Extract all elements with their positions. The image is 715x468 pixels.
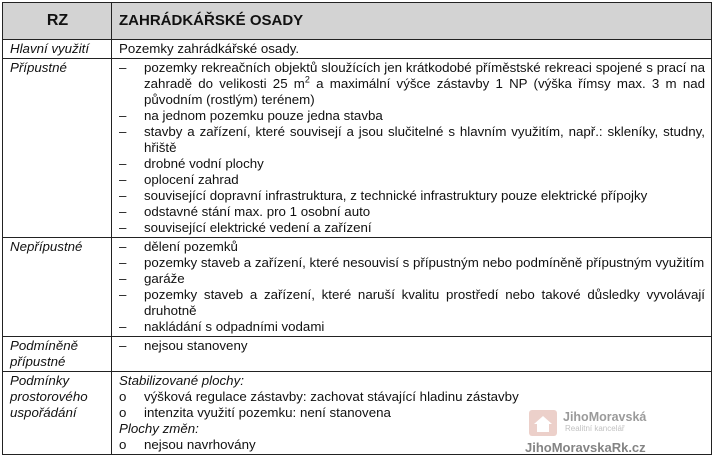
list-item: – odstavné stání max. pro 1 osobní auto bbox=[119, 204, 705, 220]
list-item: – nakládání s odpadními vodami bbox=[119, 319, 705, 335]
list-item: – dělení pozemků bbox=[119, 239, 705, 255]
row-podminene-pripustne bbox=[3, 337, 712, 372]
regulation-table bbox=[2, 2, 712, 455]
list-item: – související dopravní infrastruktura, z technické infrastruktury pouze elektrické přípojky bbox=[119, 188, 705, 204]
list-item: o výšková regulace zástavby: zachovat stávající hladinu zástavby bbox=[119, 389, 705, 405]
row-label: Podmíněně přípustné bbox=[3, 337, 112, 372]
list-item: – pozemky staveb a zařízení, které nesouvisí s přípustným nebo podmíněně přípustným využitím bbox=[119, 255, 705, 271]
watermark-brand: JihoMoravská bbox=[563, 410, 647, 424]
row-label: Nepřípustné bbox=[3, 238, 112, 337]
row-content: Pozemky zahrádkářské osady. bbox=[112, 40, 712, 59]
list-item-text: pozemky rekreačních objektů sloužících jen krátkodobé příměstské rekreaci spojené s prací na zahradě do velikosti 25 m bbox=[144, 60, 705, 91]
list-item: – pozemky staveb a zařízení, které naruší kvalitu prostředí nebo takové důsledky vyvolávají druhotně bbox=[119, 287, 705, 319]
row-label: Hlavní využití bbox=[3, 40, 112, 59]
list-item: o nejsou navrhovány bbox=[119, 437, 705, 453]
row-label: Podmínky prostorového uspořádání bbox=[3, 372, 112, 455]
zone-title: ZAHRÁDKÁŘSKÉ OSADY bbox=[112, 3, 712, 40]
table-header-row bbox=[3, 3, 712, 40]
row-hlavni-vyuziti bbox=[3, 40, 712, 59]
row-content bbox=[112, 238, 712, 337]
row-podminky bbox=[3, 372, 712, 455]
watermark-tagline: Realitní kancelář bbox=[565, 424, 625, 433]
list-item: – garáže bbox=[119, 271, 705, 287]
row-content bbox=[112, 337, 712, 372]
list-item: – stavby a zařízení, které souvisejí a jsou slučitelné s hlavním využitím, např.: skleníky, studny, hřiště bbox=[119, 124, 705, 156]
row-label: Přípustné bbox=[3, 59, 112, 238]
row-content bbox=[112, 59, 712, 238]
watermark-url: JihoMoravskaRk.cz bbox=[525, 440, 646, 455]
list-item: o intenzita využití pozemku: není stanovena bbox=[119, 405, 705, 421]
row-nepripustne bbox=[3, 238, 712, 337]
row-pripustne bbox=[3, 59, 712, 238]
list-item: – související elektrické vedení a zařízení bbox=[119, 220, 705, 236]
list-item: – na jednom pozemku pouze jedna stavba bbox=[119, 108, 705, 124]
list-item bbox=[119, 60, 705, 108]
list-item-text: a maximální výšce zástavby 1 NP (výška římsy max. 3 m nad původním (rostlým) terénem) bbox=[144, 76, 705, 107]
list-item: – drobné vodní plochy bbox=[119, 156, 705, 172]
zone-code: RZ bbox=[3, 3, 112, 40]
list-item: – nejsou stanoveny bbox=[119, 338, 705, 354]
list-item: – oplocení zahrad bbox=[119, 172, 705, 188]
subheading-changes: Plochy změn: bbox=[119, 421, 199, 436]
superscript: 2 bbox=[304, 74, 310, 85]
subheading-stabilized: Stabilizované plochy: bbox=[119, 373, 244, 388]
row-content bbox=[112, 372, 712, 455]
